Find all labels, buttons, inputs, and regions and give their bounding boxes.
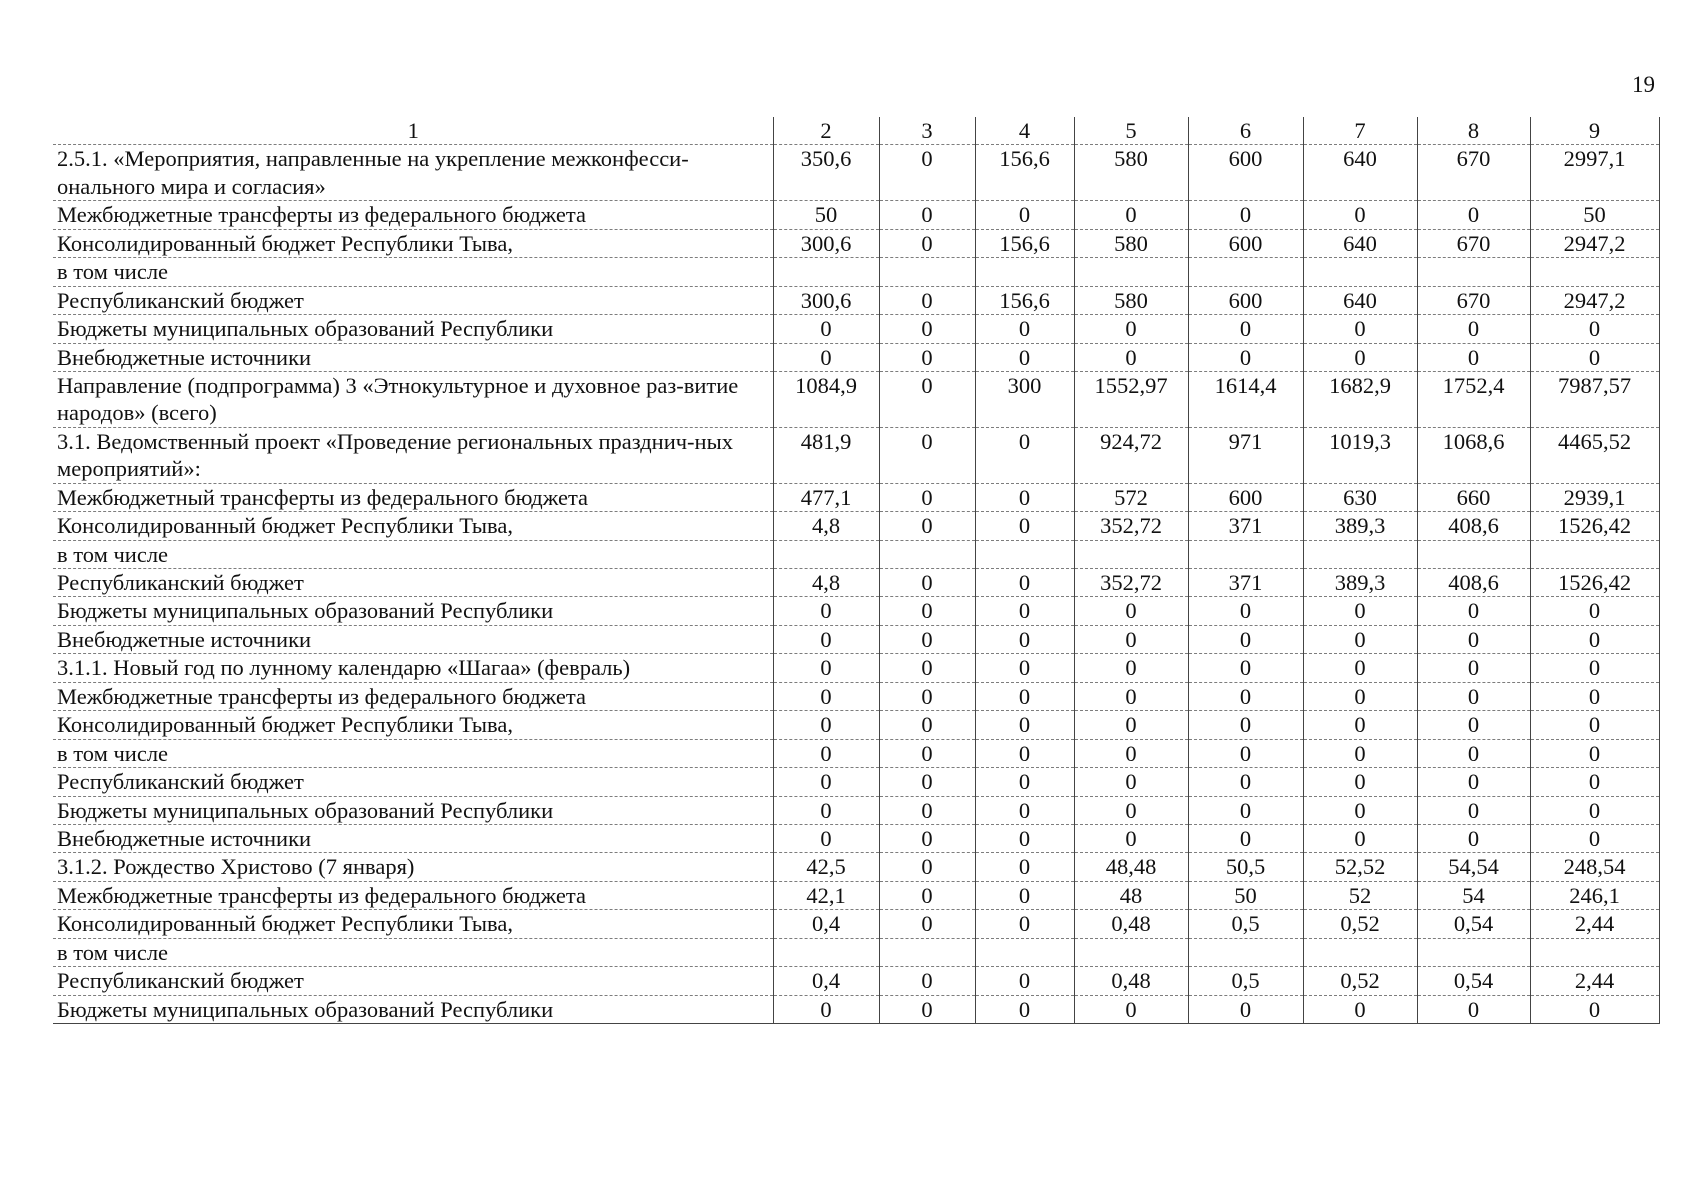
value-cell-col-9: 0	[1530, 824, 1659, 852]
value-cell-col-9	[1530, 938, 1659, 966]
value-cell-col-8	[1417, 938, 1530, 966]
value-cell-col-8: 0	[1417, 995, 1530, 1023]
table-row	[53, 145, 1659, 201]
row-label: Внебюджетные источники	[53, 625, 773, 653]
value-cell-col-2: 1084,9	[773, 371, 879, 427]
value-cell-col-2: 0,4	[773, 910, 879, 938]
value-cell-col-4: 0	[975, 881, 1074, 909]
value-cell-col-9: 4465,52	[1530, 427, 1659, 483]
table-row	[53, 229, 1659, 257]
value-cell-col-9: 7987,57	[1530, 371, 1659, 427]
value-cell-col-4: 156,6	[975, 145, 1074, 201]
value-cell-col-2: 50	[773, 201, 879, 229]
value-cell-col-3: 0	[879, 682, 975, 710]
value-cell-col-5: 924,72	[1074, 427, 1188, 483]
value-cell-col-8: 0	[1417, 824, 1530, 852]
value-cell-col-7: 0	[1303, 796, 1417, 824]
value-cell-col-4: 0	[975, 512, 1074, 540]
value-cell-col-4	[975, 938, 1074, 966]
value-cell-col-5	[1074, 258, 1188, 286]
value-cell-col-7: 0,52	[1303, 910, 1417, 938]
value-cell-col-6: 0	[1188, 711, 1303, 739]
table-row	[53, 540, 1659, 568]
value-cell-col-9: 0	[1530, 654, 1659, 682]
row-label: Бюджеты муниципальных образований Республики	[53, 315, 773, 343]
value-cell-col-7: 640	[1303, 286, 1417, 314]
value-cell-col-5: 0	[1074, 654, 1188, 682]
value-cell-col-6	[1188, 938, 1303, 966]
value-cell-col-2: 0	[773, 625, 879, 653]
row-label: в том числе	[53, 739, 773, 767]
table-row	[53, 682, 1659, 710]
value-cell-col-6	[1188, 258, 1303, 286]
value-cell-col-4	[975, 258, 1074, 286]
header-row	[53, 117, 1659, 145]
value-cell-col-4: 0	[975, 625, 1074, 653]
value-cell-col-5: 0	[1074, 201, 1188, 229]
value-cell-col-7: 52,52	[1303, 853, 1417, 881]
value-cell-col-3: 0	[879, 145, 975, 201]
row-label: Межбюджетные трансферты из федерального бюджета	[53, 682, 773, 710]
value-cell-col-5: 0,48	[1074, 967, 1188, 995]
value-cell-col-4: 0	[975, 768, 1074, 796]
value-cell-col-5	[1074, 540, 1188, 568]
value-cell-col-3	[879, 258, 975, 286]
value-cell-col-2: 481,9	[773, 427, 879, 483]
value-cell-col-3: 0	[879, 286, 975, 314]
value-cell-col-4: 0	[975, 995, 1074, 1023]
value-cell-col-4: 0	[975, 569, 1074, 597]
row-label: Межбюджетный трансферты из федерального бюджета	[53, 483, 773, 511]
page-number: 19	[1632, 72, 1655, 97]
value-cell-col-8: 0	[1417, 343, 1530, 371]
value-cell-col-3: 0	[879, 427, 975, 483]
value-cell-col-9: 0	[1530, 682, 1659, 710]
value-cell-col-6: 600	[1188, 483, 1303, 511]
value-cell-col-6: 0	[1188, 654, 1303, 682]
value-cell-col-9: 50	[1530, 201, 1659, 229]
value-cell-col-5: 0	[1074, 625, 1188, 653]
column-header-7: 7	[1303, 117, 1417, 145]
table-row	[53, 938, 1659, 966]
value-cell-col-3: 0	[879, 343, 975, 371]
column-header-8: 8	[1417, 117, 1530, 145]
value-cell-col-2: 0	[773, 343, 879, 371]
value-cell-col-2: 0	[773, 654, 879, 682]
value-cell-col-2: 0	[773, 711, 879, 739]
value-cell-col-3	[879, 540, 975, 568]
value-cell-col-5: 0	[1074, 995, 1188, 1023]
value-cell-col-3: 0	[879, 315, 975, 343]
value-cell-col-9: 2,44	[1530, 910, 1659, 938]
value-cell-col-6: 0	[1188, 343, 1303, 371]
value-cell-col-7: 0	[1303, 768, 1417, 796]
value-cell-col-6: 0,5	[1188, 910, 1303, 938]
value-cell-col-5: 572	[1074, 483, 1188, 511]
table-row	[53, 315, 1659, 343]
value-cell-col-9: 246,1	[1530, 881, 1659, 909]
value-cell-col-3: 0	[879, 824, 975, 852]
value-cell-col-4: 0	[975, 910, 1074, 938]
table-row	[53, 258, 1659, 286]
value-cell-col-9: 0	[1530, 739, 1659, 767]
value-cell-col-8: 54,54	[1417, 853, 1530, 881]
value-cell-col-9: 0	[1530, 796, 1659, 824]
value-cell-col-7: 0	[1303, 201, 1417, 229]
value-cell-col-9: 2939,1	[1530, 483, 1659, 511]
value-cell-col-7: 389,3	[1303, 512, 1417, 540]
value-cell-col-4: 300	[975, 371, 1074, 427]
value-cell-col-6: 0	[1188, 995, 1303, 1023]
value-cell-col-5: 0	[1074, 343, 1188, 371]
row-label: Консолидированный бюджет Республики Тыва,	[53, 229, 773, 257]
value-cell-col-8: 0	[1417, 711, 1530, 739]
value-cell-col-6: 0	[1188, 824, 1303, 852]
value-cell-col-5: 0	[1074, 739, 1188, 767]
value-cell-col-9: 1526,42	[1530, 512, 1659, 540]
row-label: в том числе	[53, 938, 773, 966]
value-cell-col-6: 600	[1188, 286, 1303, 314]
value-cell-col-6: 371	[1188, 569, 1303, 597]
value-cell-col-6: 0,5	[1188, 967, 1303, 995]
value-cell-col-5: 0,48	[1074, 910, 1188, 938]
value-cell-col-7: 0	[1303, 995, 1417, 1023]
row-label: 3.1. Ведомственный проект «Проведение региональных празднич-ных мероприятий»:	[53, 427, 773, 483]
value-cell-col-9: 0	[1530, 625, 1659, 653]
value-cell-col-7	[1303, 938, 1417, 966]
value-cell-col-2: 4,8	[773, 512, 879, 540]
value-cell-col-2: 0	[773, 995, 879, 1023]
row-label: Внебюджетные источники	[53, 824, 773, 852]
value-cell-col-7: 640	[1303, 145, 1417, 201]
value-cell-col-4: 0	[975, 739, 1074, 767]
value-cell-col-5: 0	[1074, 315, 1188, 343]
value-cell-col-8: 0	[1417, 796, 1530, 824]
value-cell-col-8: 670	[1417, 229, 1530, 257]
value-cell-col-4: 0	[975, 201, 1074, 229]
table-row	[53, 853, 1659, 881]
value-cell-col-8: 1752,4	[1417, 371, 1530, 427]
value-cell-col-4: 0	[975, 824, 1074, 852]
value-cell-col-3: 0	[879, 201, 975, 229]
table-row	[53, 654, 1659, 682]
value-cell-col-5: 0	[1074, 768, 1188, 796]
value-cell-col-4: 0	[975, 711, 1074, 739]
value-cell-col-5: 580	[1074, 145, 1188, 201]
value-cell-col-2: 0	[773, 739, 879, 767]
table-row	[53, 739, 1659, 767]
value-cell-col-4: 0	[975, 343, 1074, 371]
value-cell-col-8: 0	[1417, 654, 1530, 682]
value-cell-col-3: 0	[879, 967, 975, 995]
value-cell-col-2: 0	[773, 315, 879, 343]
value-cell-col-5: 580	[1074, 286, 1188, 314]
table-row	[53, 286, 1659, 314]
value-cell-col-3	[879, 938, 975, 966]
value-cell-col-7: 389,3	[1303, 569, 1417, 597]
value-cell-col-4: 156,6	[975, 229, 1074, 257]
value-cell-col-2: 42,5	[773, 853, 879, 881]
value-cell-col-7: 0	[1303, 625, 1417, 653]
value-cell-col-5: 1552,97	[1074, 371, 1188, 427]
value-cell-col-8: 1068,6	[1417, 427, 1530, 483]
row-label: Бюджеты муниципальных образований Республики	[53, 597, 773, 625]
row-label: Республиканский бюджет	[53, 286, 773, 314]
value-cell-col-6: 371	[1188, 512, 1303, 540]
row-label: 3.1.2. Рождество Христово (7 января)	[53, 853, 773, 881]
column-header-2: 2	[773, 117, 879, 145]
value-cell-col-6: 1614,4	[1188, 371, 1303, 427]
value-cell-col-8: 670	[1417, 145, 1530, 201]
value-cell-col-3: 0	[879, 796, 975, 824]
value-cell-col-9: 0	[1530, 995, 1659, 1023]
value-cell-col-2: 42,1	[773, 881, 879, 909]
value-cell-col-9: 248,54	[1530, 853, 1659, 881]
value-cell-col-3: 0	[879, 853, 975, 881]
table-row	[53, 824, 1659, 852]
value-cell-col-8: 0	[1417, 682, 1530, 710]
value-cell-col-3: 0	[879, 229, 975, 257]
value-cell-col-6: 50	[1188, 881, 1303, 909]
table-row	[53, 371, 1659, 427]
value-cell-col-7: 0	[1303, 682, 1417, 710]
value-cell-col-9: 2,44	[1530, 967, 1659, 995]
table-row	[53, 625, 1659, 653]
table-row	[53, 512, 1659, 540]
value-cell-col-3: 0	[879, 512, 975, 540]
value-cell-col-2: 0,4	[773, 967, 879, 995]
value-cell-col-4	[975, 540, 1074, 568]
value-cell-col-8: 0,54	[1417, 910, 1530, 938]
value-cell-col-7: 0	[1303, 597, 1417, 625]
value-cell-col-9: 0	[1530, 315, 1659, 343]
value-cell-col-8: 660	[1417, 483, 1530, 511]
value-cell-col-8: 408,6	[1417, 512, 1530, 540]
row-label: Республиканский бюджет	[53, 967, 773, 995]
value-cell-col-7: 0	[1303, 711, 1417, 739]
table-row	[53, 427, 1659, 483]
row-label: Межбюджетные трансферты из федерального бюджета	[53, 201, 773, 229]
value-cell-col-5: 48	[1074, 881, 1188, 909]
value-cell-col-6: 0	[1188, 201, 1303, 229]
value-cell-col-5: 0	[1074, 796, 1188, 824]
value-cell-col-4: 0	[975, 597, 1074, 625]
value-cell-col-3: 0	[879, 625, 975, 653]
table-row	[53, 711, 1659, 739]
column-header-9: 9	[1530, 117, 1659, 145]
value-cell-col-3: 0	[879, 768, 975, 796]
value-cell-col-3: 0	[879, 569, 975, 597]
table-row	[53, 201, 1659, 229]
table-row	[53, 881, 1659, 909]
column-header-5: 5	[1074, 117, 1188, 145]
value-cell-col-5	[1074, 938, 1188, 966]
row-label: Межбюджетные трансферты из федерального бюджета	[53, 881, 773, 909]
row-label: Бюджеты муниципальных образований Республики	[53, 796, 773, 824]
value-cell-col-8: 670	[1417, 286, 1530, 314]
column-header-3: 3	[879, 117, 975, 145]
column-header-4: 4	[975, 117, 1074, 145]
row-label: 2.5.1. «Мероприятия, направленные на укрепление межконфесси- онального мира и согласия»	[53, 145, 773, 201]
table-row	[53, 995, 1659, 1023]
value-cell-col-8	[1417, 540, 1530, 568]
value-cell-col-2: 477,1	[773, 483, 879, 511]
value-cell-col-7: 0	[1303, 654, 1417, 682]
value-cell-col-4: 0	[975, 853, 1074, 881]
value-cell-col-3: 0	[879, 711, 975, 739]
value-cell-col-2	[773, 938, 879, 966]
value-cell-col-5: 352,72	[1074, 569, 1188, 597]
value-cell-col-5: 0	[1074, 682, 1188, 710]
value-cell-col-2: 4,8	[773, 569, 879, 597]
row-label: 3.1.1. Новый год по лунному календарю «Шагаа» (февраль)	[53, 654, 773, 682]
value-cell-col-8: 0	[1417, 739, 1530, 767]
value-cell-col-6: 600	[1188, 229, 1303, 257]
value-cell-col-9: 0	[1530, 711, 1659, 739]
value-cell-col-9: 1526,42	[1530, 569, 1659, 597]
value-cell-col-6	[1188, 540, 1303, 568]
value-cell-col-8: 0	[1417, 625, 1530, 653]
value-cell-col-8: 0	[1417, 201, 1530, 229]
value-cell-col-4: 0	[975, 315, 1074, 343]
value-cell-col-9: 0	[1530, 343, 1659, 371]
budget-table	[53, 117, 1660, 1024]
value-cell-col-7: 640	[1303, 229, 1417, 257]
value-cell-col-3: 0	[879, 910, 975, 938]
value-cell-col-2: 0	[773, 824, 879, 852]
value-cell-col-3: 0	[879, 597, 975, 625]
value-cell-col-2: 0	[773, 682, 879, 710]
value-cell-col-4: 0	[975, 654, 1074, 682]
row-label: Республиканский бюджет	[53, 768, 773, 796]
value-cell-col-9: 2947,2	[1530, 229, 1659, 257]
value-cell-col-2	[773, 258, 879, 286]
value-cell-col-3: 0	[879, 995, 975, 1023]
value-cell-col-8: 54	[1417, 881, 1530, 909]
row-label: Направление (подпрограмма) 3 «Этнокультурное и духовное раз-витие народов» (всего)	[53, 371, 773, 427]
value-cell-col-7	[1303, 258, 1417, 286]
row-label: Внебюджетные источники	[53, 343, 773, 371]
column-header-6: 6	[1188, 117, 1303, 145]
value-cell-col-6: 971	[1188, 427, 1303, 483]
value-cell-col-5: 580	[1074, 229, 1188, 257]
value-cell-col-3: 0	[879, 739, 975, 767]
value-cell-col-5: 0	[1074, 824, 1188, 852]
value-cell-col-4: 0	[975, 427, 1074, 483]
value-cell-col-6: 0	[1188, 739, 1303, 767]
value-cell-col-8: 408,6	[1417, 569, 1530, 597]
table-row	[53, 343, 1659, 371]
row-label: Консолидированный бюджет Республики Тыва,	[53, 910, 773, 938]
value-cell-col-2	[773, 540, 879, 568]
value-cell-col-4: 0	[975, 682, 1074, 710]
row-label: Республиканский бюджет	[53, 569, 773, 597]
value-cell-col-9: 2997,1	[1530, 145, 1659, 201]
value-cell-col-2: 0	[773, 597, 879, 625]
value-cell-col-3: 0	[879, 881, 975, 909]
value-cell-col-8: 0	[1417, 597, 1530, 625]
value-cell-col-6: 600	[1188, 145, 1303, 201]
value-cell-col-6: 0	[1188, 796, 1303, 824]
column-header-1: 1	[53, 117, 773, 145]
table-row	[53, 796, 1659, 824]
row-label: в том числе	[53, 258, 773, 286]
value-cell-col-8	[1417, 258, 1530, 286]
value-cell-col-7: 1019,3	[1303, 427, 1417, 483]
value-cell-col-6: 0	[1188, 625, 1303, 653]
value-cell-col-7: 1682,9	[1303, 371, 1417, 427]
value-cell-col-7: 0	[1303, 824, 1417, 852]
value-cell-col-8: 0	[1417, 315, 1530, 343]
table-row	[53, 910, 1659, 938]
value-cell-col-8: 0,54	[1417, 967, 1530, 995]
value-cell-col-9: 0	[1530, 768, 1659, 796]
table-row	[53, 483, 1659, 511]
value-cell-col-2: 0	[773, 768, 879, 796]
value-cell-col-7: 0	[1303, 343, 1417, 371]
table-row	[53, 967, 1659, 995]
value-cell-col-6: 0	[1188, 682, 1303, 710]
value-cell-col-4: 0	[975, 796, 1074, 824]
value-cell-col-6: 0	[1188, 768, 1303, 796]
value-cell-col-4: 156,6	[975, 286, 1074, 314]
value-cell-col-4: 0	[975, 967, 1074, 995]
value-cell-col-5: 0	[1074, 711, 1188, 739]
value-cell-col-9	[1530, 258, 1659, 286]
table-row	[53, 597, 1659, 625]
value-cell-col-5: 48,48	[1074, 853, 1188, 881]
value-cell-col-7: 52	[1303, 881, 1417, 909]
value-cell-col-3: 0	[879, 483, 975, 511]
value-cell-col-2: 0	[773, 796, 879, 824]
value-cell-col-9	[1530, 540, 1659, 568]
row-label: Консолидированный бюджет Республики Тыва,	[53, 512, 773, 540]
value-cell-col-3: 0	[879, 654, 975, 682]
value-cell-col-7: 0,52	[1303, 967, 1417, 995]
value-cell-col-6: 0	[1188, 597, 1303, 625]
value-cell-col-2: 300,6	[773, 229, 879, 257]
value-cell-col-6: 0	[1188, 315, 1303, 343]
value-cell-col-9: 2947,2	[1530, 286, 1659, 314]
row-label: в том числе	[53, 540, 773, 568]
value-cell-col-7: 0	[1303, 315, 1417, 343]
value-cell-col-4: 0	[975, 483, 1074, 511]
table-row	[53, 569, 1659, 597]
value-cell-col-8: 0	[1417, 768, 1530, 796]
value-cell-col-7	[1303, 540, 1417, 568]
value-cell-col-2: 350,6	[773, 145, 879, 201]
value-cell-col-7: 630	[1303, 483, 1417, 511]
value-cell-col-6: 50,5	[1188, 853, 1303, 881]
value-cell-col-2: 300,6	[773, 286, 879, 314]
value-cell-col-5: 0	[1074, 597, 1188, 625]
table-row	[53, 768, 1659, 796]
row-label: Бюджеты муниципальных образований Республики	[53, 995, 773, 1023]
value-cell-col-9: 0	[1530, 597, 1659, 625]
value-cell-col-3: 0	[879, 371, 975, 427]
row-label: Консолидированный бюджет Республики Тыва,	[53, 711, 773, 739]
value-cell-col-7: 0	[1303, 739, 1417, 767]
value-cell-col-5: 352,72	[1074, 512, 1188, 540]
